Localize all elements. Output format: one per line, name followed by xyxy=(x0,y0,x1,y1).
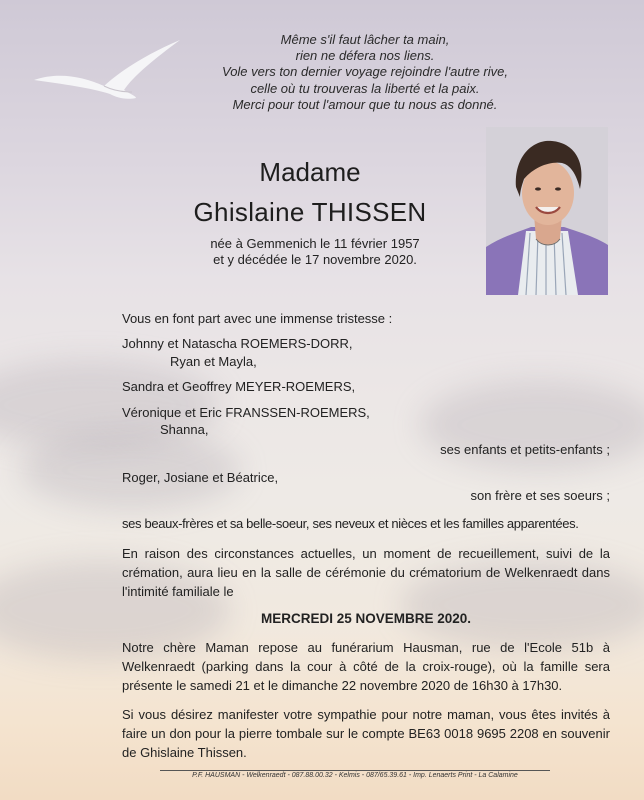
footer: P.F. HAUSMAN - Welkenraedt - 087.88.00.32 - Kelmis - 087/65.39.61 - Imp. Lenaerts Print - La Calamine xyxy=(192,772,518,779)
poem-line: Vole vers ton dernier voyage rejoindre l'autre rive, xyxy=(222,64,508,80)
extended-family: ses beaux-frères et sa belle-soeur, ses neveux et nièces et les familles apparentées. xyxy=(122,516,579,531)
announcement: Vous en font part avec une immense tristesse : xyxy=(122,311,393,326)
ceremony-date: MERCREDI 25 NOVEMBRE 2020. xyxy=(260,611,472,626)
family-member: Ryan et Mayla, xyxy=(170,354,257,369)
deceased-name: Ghislaine THISSEN xyxy=(193,197,427,227)
portrait-photo xyxy=(486,127,608,295)
birth-info: née à Gemmenich le 11 février 1957 xyxy=(210,236,420,251)
ceremony-text: En raison des circonstances actuelles, un moment de recueillement, suivi de la crémation, aura lieu en la salle de cérémonie du crématorium de Welkenraedt dans l'intimité familiale le xyxy=(122,546,610,599)
siblings-label: son frère et ses soeurs ; xyxy=(470,488,610,503)
poem xyxy=(180,32,550,113)
family-member: Johnny et Natascha ROEMERS-DORR, xyxy=(122,336,353,351)
death-info: et y décédée le 17 novembre 2020. xyxy=(213,252,417,267)
funeral-home-text: Notre chère Maman repose au funérarium Hausman, rue de l'Ecole 51b à Welkenraedt (parking dans la cour à côté de la croix-rouge), où la famille sera présente le samedi 21 et le dimanche 22 novembre 2020 de 16h30 à 17h30. xyxy=(122,640,610,693)
donation-text: Si vous désirez manifester votre sympathie pour notre maman, vous êtes invités à faire un don pour la pierre tombale sur le compte BE63 0018 9695 2208 en souvenir de Ghislaine Thissen. xyxy=(122,707,610,760)
children-label: ses enfants et petits-enfants ; xyxy=(440,442,610,457)
seagull-icon xyxy=(32,36,182,106)
poem-line: Merci pour tout l'amour que tu nous as donné. xyxy=(232,96,498,112)
siblings: Roger, Josiane et Béatrice, xyxy=(122,470,279,485)
family-member: Shanna, xyxy=(160,422,209,437)
family-member: Sandra et Geoffrey MEYER-ROEMERS, xyxy=(122,379,356,394)
poem-line: rien ne défera nos liens. xyxy=(295,48,435,64)
poem-line: Même s'il faut lâcher ta main, xyxy=(280,32,450,47)
family-member: Véronique et Eric FRANSSEN-ROEMERS, xyxy=(122,405,370,420)
poem-line: celle où tu trouveras la liberté et la paix. xyxy=(250,80,480,96)
title-honorific: Madame xyxy=(259,157,361,187)
footer-divider xyxy=(160,770,550,771)
